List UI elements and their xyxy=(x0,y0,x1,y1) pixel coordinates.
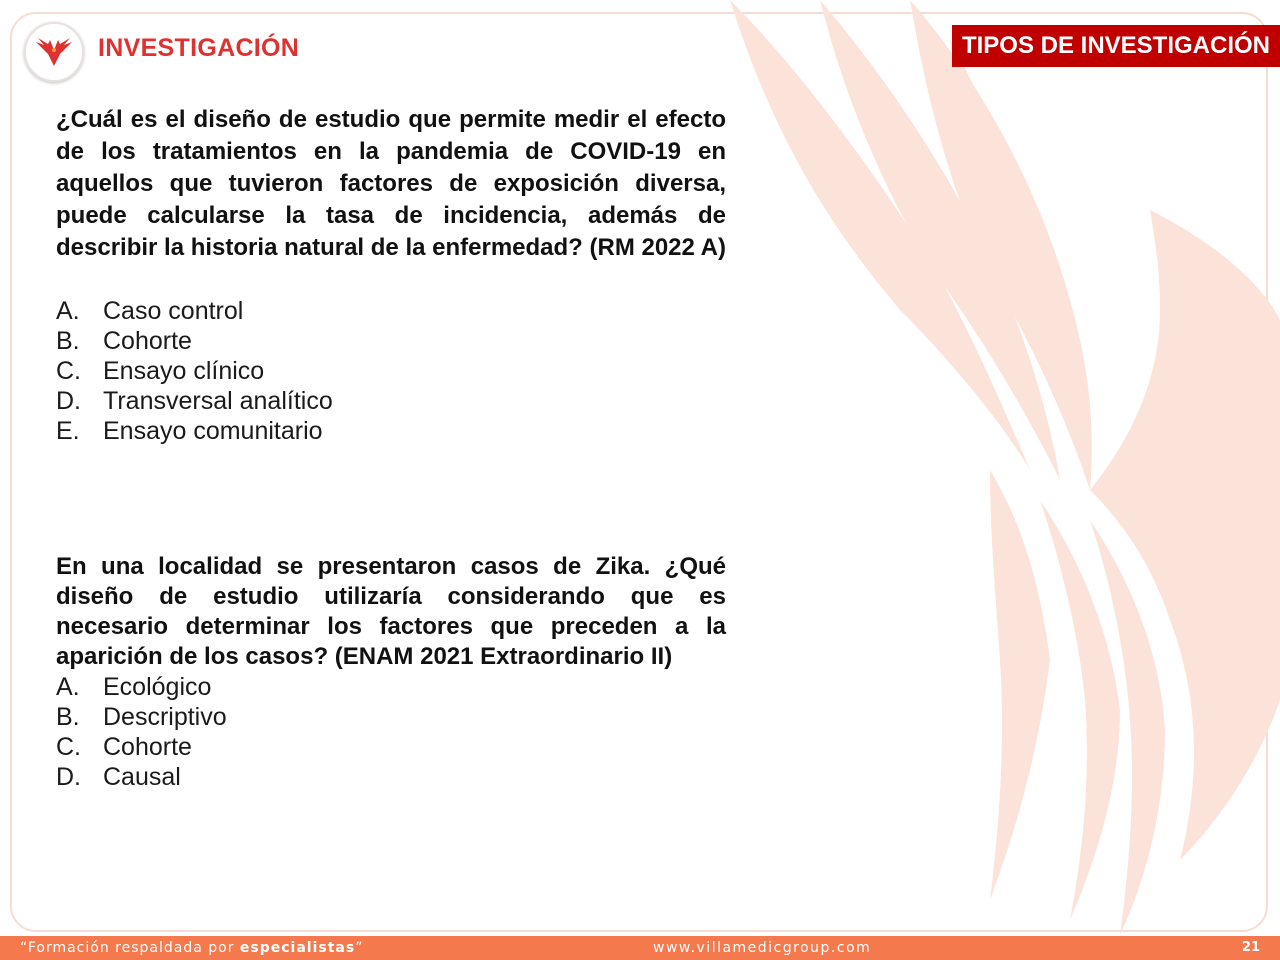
option-letter: D. xyxy=(56,763,81,791)
option-letter: A. xyxy=(56,297,80,325)
footer-slogan-end: ” xyxy=(355,940,364,956)
option-letter: E. xyxy=(56,417,80,445)
option-item xyxy=(56,296,656,326)
phoenix-logo-icon xyxy=(34,36,74,68)
option-text: Ecológico xyxy=(103,673,212,701)
option-text: Ensayo comunitario xyxy=(103,417,323,445)
option-letter: B. xyxy=(56,327,80,355)
option-item xyxy=(56,672,656,702)
footer-bar xyxy=(0,936,1280,960)
option-letter: A. xyxy=(56,673,80,701)
phoenix-watermark-icon xyxy=(700,0,1280,935)
footer-slogan-bold: especialistas xyxy=(239,940,356,956)
option-text: Caso control xyxy=(103,297,244,325)
question-1-text: ¿Cuál es el diseño de estudio que permite medir el efecto de los tratamientos en la pandemia de COVID-19 en aquellos que tuvieron factores de exposición diversa, puede calcularse la tasa de incidencia, además de describir la historia natural de la enfermedad? (RM 2022 A) xyxy=(56,106,726,261)
option-item xyxy=(56,732,656,762)
question-2-text: En una localidad se presentaron casos de Zika. ¿Qué diseño de estudio utilizaría considerando que es necesario determinar los factores que preceden a la aparición de los casos? (ENAM 2021 Extraordinario II) xyxy=(56,553,726,670)
section-tag: TIPOS DE INVESTIGACIÓN xyxy=(952,25,1280,67)
option-letter: D. xyxy=(56,387,81,415)
option-letter: B. xyxy=(56,703,80,731)
option-letter: C. xyxy=(56,357,81,385)
option-item xyxy=(56,702,656,732)
option-item xyxy=(56,762,656,792)
footer-slogan-start: “Formación respaldada por xyxy=(20,940,240,956)
option-item xyxy=(56,416,656,446)
option-text: Descriptivo xyxy=(103,703,227,731)
option-letter: C. xyxy=(56,733,81,761)
page-number: 21 xyxy=(1241,940,1260,955)
question-1-options xyxy=(56,296,656,446)
option-item xyxy=(56,326,656,356)
option-text: Ensayo clínico xyxy=(103,357,265,385)
option-text: Cohorte xyxy=(103,327,192,355)
option-text: Cohorte xyxy=(103,733,192,761)
option-text: Causal xyxy=(103,763,181,791)
option-item xyxy=(56,356,656,386)
brand-logo xyxy=(24,22,84,82)
brand-title: INVESTIGACIÓN xyxy=(98,34,300,62)
footer-slogan xyxy=(20,940,363,956)
question-2-options xyxy=(56,672,656,792)
option-text: Transversal analítico xyxy=(103,387,333,415)
footer-url-link[interactable]: www.villamedicgroup.com xyxy=(653,940,872,956)
option-item xyxy=(56,386,656,416)
